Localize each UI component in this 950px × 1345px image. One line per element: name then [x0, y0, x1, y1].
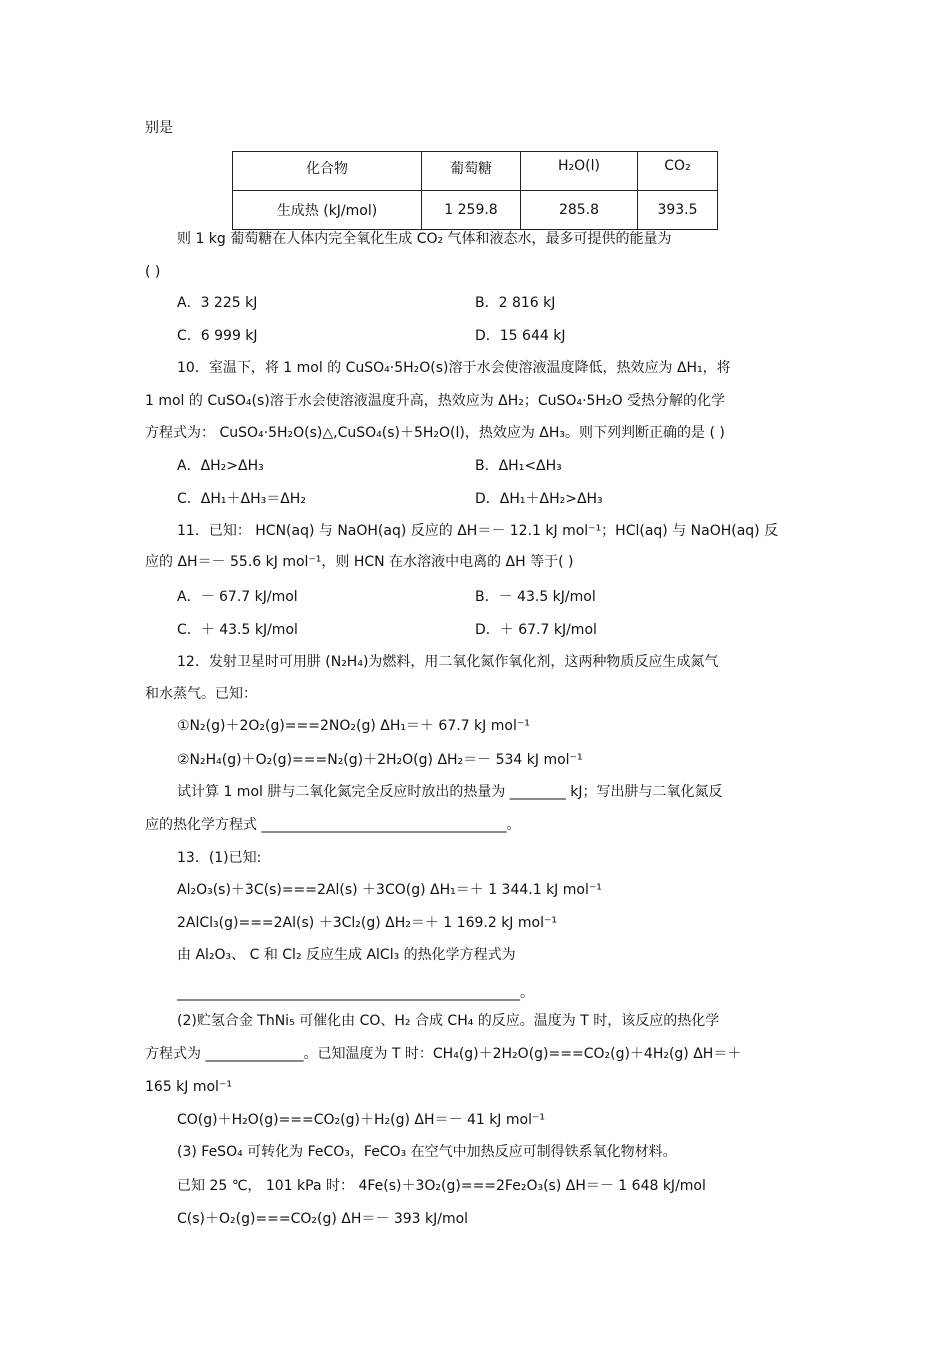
question-12-line4: 应的热化学方程式 ___________________________________。 [145, 817, 521, 833]
option-c[interactable]: C．ΔH₁＋ΔH₃＝ΔH₂ [177, 491, 306, 507]
table-cell: 285.8 [521, 191, 638, 230]
answer-blank: _________________________________________________。 [177, 985, 534, 1001]
question-13-part2: (2)贮氢合金 ThNi₅ 可催化由 CO、H₂ 合成 CH₄ 的反应。温度为 T 时，该反应的热化学 [177, 1013, 720, 1029]
table-cell: 生成热 (kJ/mol) [233, 191, 422, 230]
question-13-line2: 由 Al₂O₃、 C 和 Cl₂ 反应生成 AlCl₃ 的热化学方程式为 [177, 947, 516, 963]
option-d[interactable]: D．ΔH₁＋ΔH₂>ΔH₃ [475, 491, 603, 507]
option-c[interactable]: C．6 999 kJ [177, 328, 258, 344]
equation-2: ②N₂H₄(g)＋O₂(g)===N₂(g)＋2H₂O(g) ΔH₂＝－ 534 kJ mol⁻¹ [177, 752, 583, 768]
question-13-part2-line3: 165 kJ mol⁻¹ [145, 1079, 232, 1095]
question-13-part3-line2: 已知 25 ℃， 101 kPa 时： 4Fe(s)＋3O₂(g)===2Fe₂O₃(s) ΔH＝－ 1 648 kJ/mol [177, 1178, 706, 1194]
option-d[interactable]: D．15 644 kJ [475, 328, 566, 344]
table-header: CO₂ [638, 152, 718, 191]
equation-2: 2AlCl₃(g)===2Al(s) ＋3Cl₂(g) ΔH₂＝＋ 1 169.2 kJ mol⁻¹ [177, 915, 557, 931]
question-11-line2: 应的 ΔH＝－ 55.6 kJ mol⁻¹，则 HCN 在水溶液中电离的 ΔH 等于( ) [145, 554, 574, 570]
equation-4: C(s)＋O₂(g)===CO₂(g) ΔH＝－ 393 kJ/mol [177, 1211, 469, 1227]
table-header-row [233, 152, 718, 191]
table-header: 化合物 [233, 152, 422, 191]
table-cell: 393.5 [638, 191, 718, 230]
question-10-line3: 方程式为： CuSO₄·5H₂O(s)△,CuSO₄(s)＋5H₂O(l)，热效应为 ΔH₃。则下列判断正确的是 ( ) [145, 425, 725, 441]
equation-1: ①N₂(g)＋2O₂(g)===2NO₂(g) ΔH₁＝＋ 67.7 kJ mol⁻¹ [177, 718, 530, 734]
option-c[interactable]: C．＋ 43.5 kJ/mol [177, 622, 298, 638]
question-12-line3: 试计算 1 mol 肼与二氧化氮完全反应时放出的热量为 ________ kJ；写出肼与二氧化氮反 [177, 784, 723, 800]
option-a[interactable]: A．ΔH₂>ΔH₃ [177, 458, 264, 474]
question-10-line1: 10．室温下，将 1 mol 的 CuSO₄·5H₂O(s)溶于水会使溶液温度降低，热效应为 ΔH₁，将 [177, 360, 731, 376]
answer-bracket: ( ) [145, 264, 161, 280]
question-11-line1: 11．已知： HCN(aq) 与 NaOH(aq) 反应的 ΔH＝－ 12.1 kJ mol⁻¹；HCl(aq) 与 NaOH(aq) 反 [177, 523, 779, 539]
option-b[interactable]: B．－ 43.5 kJ/mol [475, 589, 596, 605]
option-d[interactable]: D．＋ 67.7 kJ/mol [475, 622, 597, 638]
question-12-line1: 12．发射卫星时可用肼 (N₂H₄)为燃料，用二氧化氮作氧化剂，这两种物质反应生成氮气 [177, 654, 719, 670]
question-13-heading: 13．(1)已知: [177, 850, 262, 866]
question-13-part2-line2: 方程式为 ______________。已知温度为 T 时：CH₄(g)＋2H₂O(g)===CO₂(g)＋4H₂(g) ΔH＝＋ [145, 1046, 742, 1062]
table-header: 葡萄糖 [422, 152, 521, 191]
table-cell: 1 259.8 [422, 191, 521, 230]
equation-3: CO(g)＋H₂O(g)===CO₂(g)＋H₂(g) ΔH＝－ 41 kJ mol⁻¹ [177, 1112, 545, 1128]
question-10-line2: 1 mol 的 CuSO₄(s)溶于水会使溶液温度升高，热效应为 ΔH₂；CuSO₄·5H₂O 受热分解的化学 [145, 393, 726, 409]
option-a[interactable]: A．3 225 kJ [177, 295, 258, 311]
intro-text: 别是 [145, 120, 173, 136]
question-12-line2: 和水蒸气。已知： [145, 686, 257, 702]
table-header: H₂O(l) [521, 152, 638, 191]
heat-of-formation-table [232, 151, 718, 230]
option-b[interactable]: B．ΔH₁<ΔH₃ [475, 458, 562, 474]
table-row [233, 191, 718, 230]
question-9-stem: 则 1 kg 葡萄糖在人体内完全氧化生成 CO₂ 气体和液态水，最多可提供的能量为 [177, 231, 672, 247]
option-a[interactable]: A．－ 67.7 kJ/mol [177, 589, 298, 605]
equation-1: Al₂O₃(s)＋3C(s)===2Al(s) ＋3CO(g) ΔH₁＝＋ 1 344.1 kJ mol⁻¹ [177, 882, 602, 898]
option-b[interactable]: B．2 816 kJ [475, 295, 556, 311]
question-13-part3: (3) FeSO₄ 可转化为 FeCO₃，FeCO₃ 在空气中加热反应可制得铁系氧化物材料。 [177, 1144, 677, 1160]
